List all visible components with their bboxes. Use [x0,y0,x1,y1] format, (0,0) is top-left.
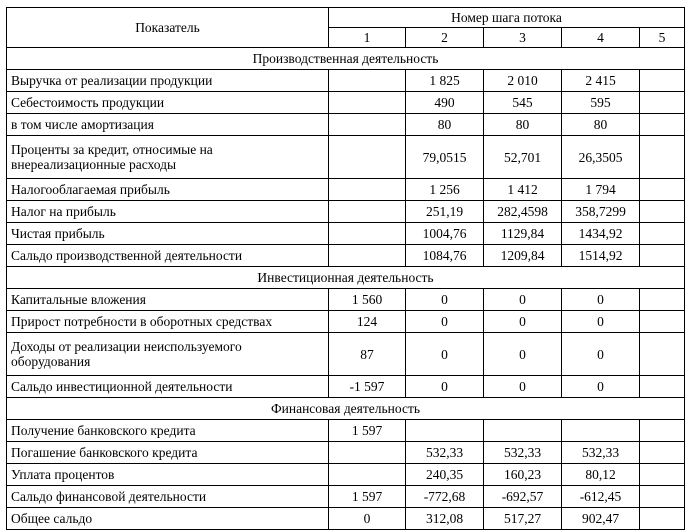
table-row [7,311,685,333]
row-label: Выручка от реализации продукции [7,70,329,92]
value-cell [484,420,562,442]
table-row [7,508,685,530]
value-cell: 1 597 [329,420,406,442]
value-cell [640,92,685,114]
value-cell: 532,33 [406,442,484,464]
row-label: Проценты за кредит, относимые на внереализационные расходы [7,136,329,179]
value-cell: 0 [406,376,484,398]
step-group-header: Номер шага потока [329,8,685,28]
indicator-header: Показатель [7,8,329,48]
step-header: 4 [562,28,640,48]
table-row [7,70,685,92]
value-cell [640,70,685,92]
row-label: Налог на прибыль [7,201,329,223]
value-cell: -692,57 [484,486,562,508]
row-label: Капитальные вложения [7,289,329,311]
value-cell: 87 [329,333,406,376]
value-cell: 80 [484,114,562,136]
value-cell: 80 [562,114,640,136]
value-cell: -1 597 [329,376,406,398]
value-cell: 0 [329,508,406,530]
value-cell: 282,4598 [484,201,562,223]
value-cell: 0 [406,311,484,333]
value-cell [329,114,406,136]
value-cell: 0 [484,311,562,333]
value-cell: 532,33 [562,442,640,464]
value-cell: 595 [562,92,640,114]
value-cell: 1004,76 [406,223,484,245]
table-row [7,179,685,201]
section-title: Производственная деятельность [7,48,685,70]
row-label: Сальдо инвестиционной деятельности [7,376,329,398]
step-header: 2 [406,28,484,48]
value-cell: 0 [562,376,640,398]
value-cell: 0 [484,376,562,398]
value-cell [329,70,406,92]
table-row [7,376,685,398]
value-cell [640,223,685,245]
value-cell: 79,0515 [406,136,484,179]
value-cell: 1209,84 [484,245,562,267]
value-cell: 1 412 [484,179,562,201]
value-cell [640,442,685,464]
value-cell [640,464,685,486]
value-cell [329,136,406,179]
value-cell [640,201,685,223]
value-cell [329,442,406,464]
table-row [7,114,685,136]
table-row [7,223,685,245]
section-row [7,48,685,70]
value-cell: 1 794 [562,179,640,201]
row-label: Себестоимость продукции [7,92,329,114]
value-cell: 0 [484,289,562,311]
value-cell: 26,3505 [562,136,640,179]
value-cell: 532,33 [484,442,562,464]
row-label: Общее сальдо [7,508,329,530]
value-cell: 312,08 [406,508,484,530]
value-cell [640,136,685,179]
cash-flow-table [6,7,685,530]
value-cell: 1129,84 [484,223,562,245]
table-header [7,8,685,48]
value-cell [640,508,685,530]
value-cell [640,376,685,398]
value-cell [329,179,406,201]
value-cell [640,486,685,508]
table-body [7,48,685,530]
value-cell: 1 560 [329,289,406,311]
value-cell: 490 [406,92,484,114]
row-label: Погашение банковского кредита [7,442,329,464]
value-cell: 0 [562,311,640,333]
value-cell: 2 010 [484,70,562,92]
value-cell: 240,35 [406,464,484,486]
value-cell: 0 [406,289,484,311]
value-cell: 2 415 [562,70,640,92]
value-cell [640,333,685,376]
value-cell [329,223,406,245]
value-cell: 1434,92 [562,223,640,245]
table-row [7,245,685,267]
value-cell: 1084,76 [406,245,484,267]
value-cell [329,245,406,267]
row-label: Прирост потребности в оборотных средствах [7,311,329,333]
row-label: Уплата процентов [7,464,329,486]
value-cell: 902,47 [562,508,640,530]
value-cell: 0 [562,333,640,376]
value-cell: 1 825 [406,70,484,92]
value-cell: 545 [484,92,562,114]
value-cell [640,420,685,442]
value-cell: 80 [406,114,484,136]
section-title: Инвестиционная деятельность [7,267,685,289]
value-cell: 1 597 [329,486,406,508]
value-cell: 358,7299 [562,201,640,223]
value-cell [329,92,406,114]
row-label: Чистая прибыль [7,223,329,245]
step-header: 5 [640,28,685,48]
value-cell: -612,45 [562,486,640,508]
table-row [7,442,685,464]
value-cell: 1 256 [406,179,484,201]
value-cell: 0 [406,333,484,376]
value-cell: 0 [562,289,640,311]
value-cell [406,420,484,442]
value-cell [329,464,406,486]
table-row [7,289,685,311]
row-label: Налогооблагаемая прибыль [7,179,329,201]
table-row [7,333,685,376]
table-row [7,201,685,223]
table-row [7,92,685,114]
value-cell [640,289,685,311]
value-cell: 80,12 [562,464,640,486]
step-header: 1 [329,28,406,48]
section-title: Финансовая деятельность [7,398,685,420]
row-label: Сальдо производственной деятельности [7,245,329,267]
value-cell: 1514,92 [562,245,640,267]
value-cell: -772,68 [406,486,484,508]
value-cell [640,311,685,333]
value-cell [640,179,685,201]
value-cell: 124 [329,311,406,333]
value-cell: 52,701 [484,136,562,179]
table-row [7,464,685,486]
value-cell [329,201,406,223]
value-cell: 251,19 [406,201,484,223]
table-row [7,486,685,508]
table-row [7,136,685,179]
value-cell: 517,27 [484,508,562,530]
section-row [7,267,685,289]
row-label: в том числе амортизация [7,114,329,136]
value-cell [640,245,685,267]
row-label: Сальдо финансовой деятельности [7,486,329,508]
row-label: Получение банковского кредита [7,420,329,442]
row-label: Доходы от реализации неиспользуемого оборудования [7,333,329,376]
table-row [7,420,685,442]
value-cell [640,114,685,136]
value-cell: 160,23 [484,464,562,486]
value-cell [562,420,640,442]
step-header: 3 [484,28,562,48]
value-cell: 0 [484,333,562,376]
section-row [7,398,685,420]
